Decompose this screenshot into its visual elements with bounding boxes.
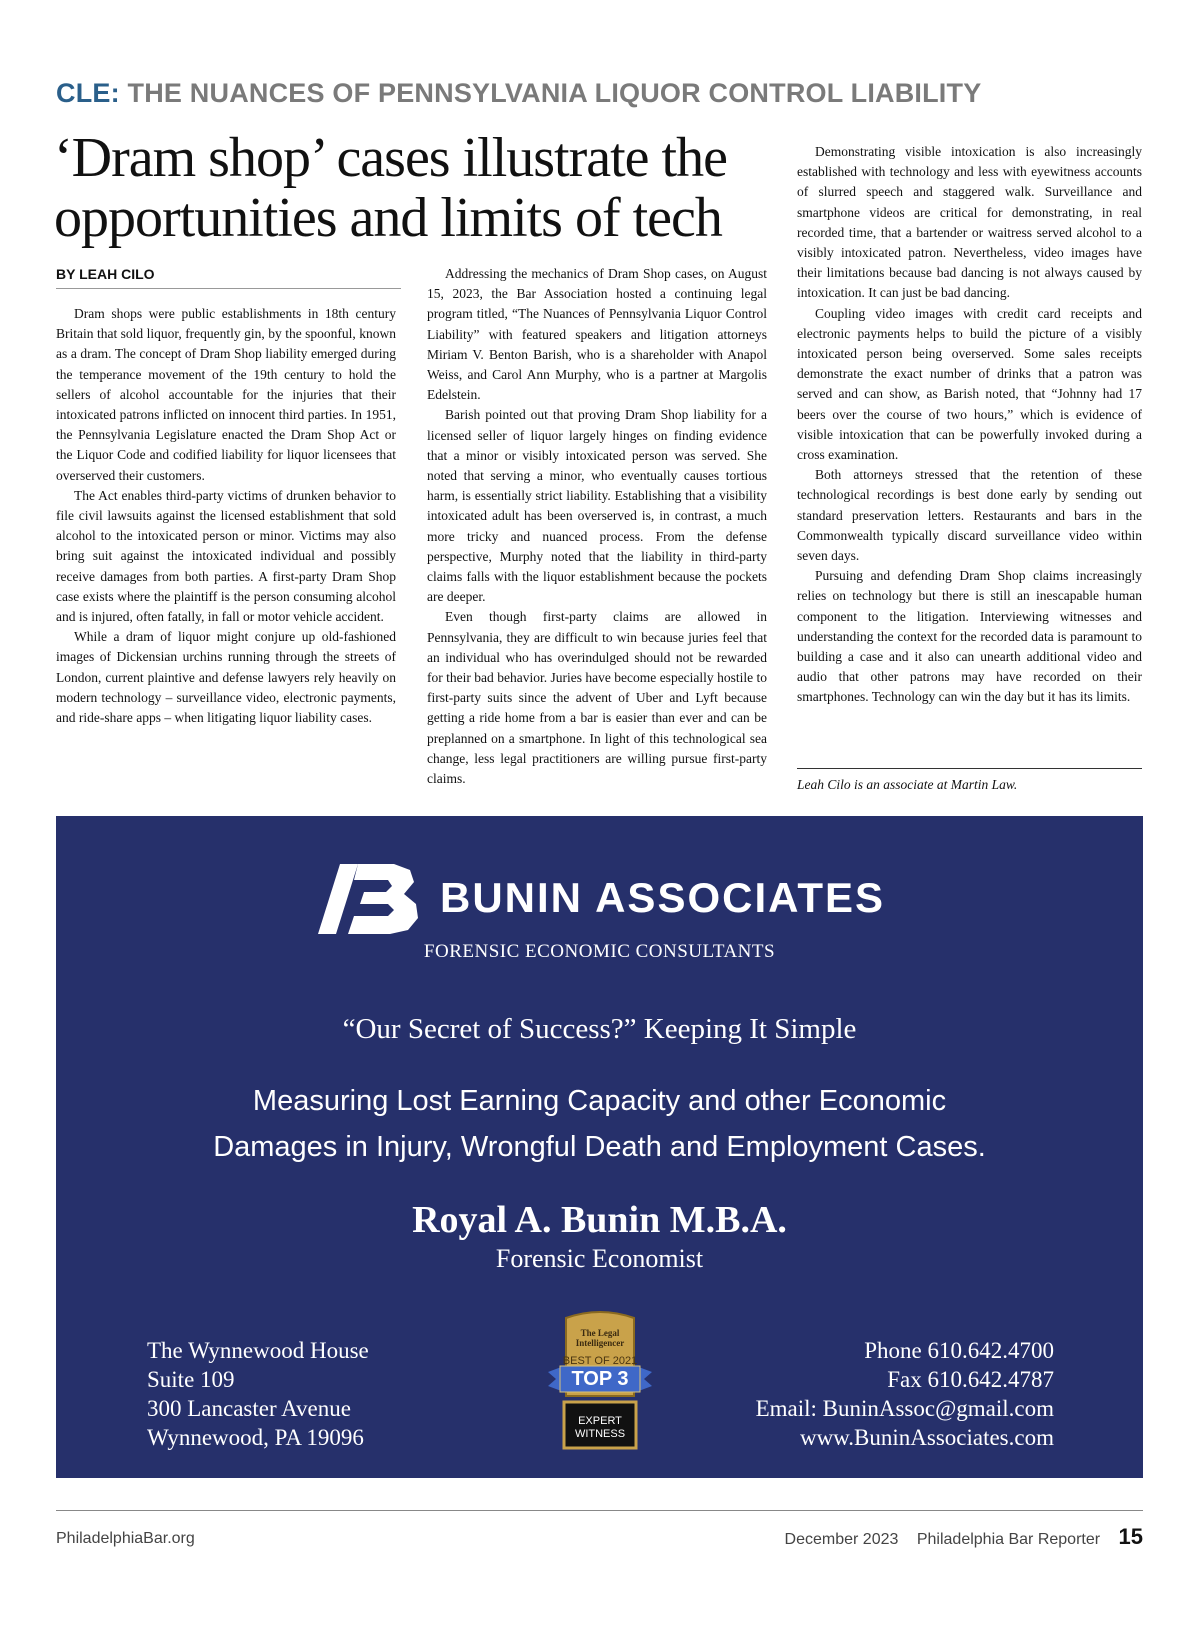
author-bio: Leah Cilo is an associate at Martin Law. xyxy=(797,768,1142,793)
badge-publication xyxy=(544,1328,656,1348)
page-number: 15 xyxy=(1118,1524,1143,1549)
address-line: The Wynnewood House xyxy=(147,1338,369,1363)
footer-website-link[interactable]: PhiladelphiaBar.org xyxy=(56,1530,195,1547)
footer-divider xyxy=(56,1510,1143,1511)
paragraph: While a dram of liquor might conjure up old-fashioned images of Dickensian urchins running through the streets of London, current plaintive and defense lawyers rely heavily on modern technology – surveillance video, electronic payments, and ride-share apps – when litigating liquor liability cases. xyxy=(56,629,396,726)
ad-subtitle: FORENSIC ECONOMIC CONSULTANTS xyxy=(423,941,776,962)
paragraph: Barish pointed out that proving Dram Shop liability for a licensed seller of liquor largely hinges on finding evidence that a minor or visibly intoxicated person was served. She noted that serving a minor, who eventually causes tortious harm, is essentially strict liability. Establishing that a visibility intoxicated adult has been overserved is, in contrast, a much more tricky and nuanced process. From the defense perspective, Murphy noted that the liability in third-party claims falls with the liquor establishment because the pockets are deeper. xyxy=(427,407,767,605)
paragraph: Dram shops were public establishments in 18th century Britain that sold liquor, frequently gin, by the spoonful, known as a dram. The concept of Dram Shop liability emerged during the temperance movement of the 19th century to hold the sellers of alcohol accountable for the injuries that their intoxicated patrons inflicted on innocent third parties. In 1951, the Pennsylvania Legislature enacted the Dram Shop Act or the Liquor Code and codified liability for liquor licensees that overserved their customers. xyxy=(56,306,396,483)
badge-publication-line-1: The Legal xyxy=(580,1328,620,1338)
bunin-associates-ad xyxy=(56,816,1143,1478)
kicker-topic: THE NUANCES OF PENNSYLVANIA LIQUOR CONTROL LIABILITY xyxy=(127,78,982,108)
ad-address xyxy=(147,1336,369,1452)
badge-category xyxy=(544,1415,656,1441)
address-line: Suite 109 xyxy=(147,1367,235,1392)
article-column-3 xyxy=(797,142,1142,708)
paragraph: Coupling video images with credit card receipts and electronic payments helps to build the picture of a visibly intoxicated person being overserved. Some sales receipts demonstrate the exact number of drinks that a patron was served and can show, as Barish noted, that “Johnny had 17 beers over the course of two hours,” which is evidence of visible intoxication that can be powerfully invoked during a cross examination. xyxy=(797,305,1142,463)
paragraph: The Act enables third-party victims of drunken behavior to file civil lawsuits against the licensed establishment that sold alcohol to the intoxicated person or minor. Victims may also bring suit against the intoxicated individual and possibly receive damages from both parties. A first-party Dram Shop case exists where the plaintiff is the person consuming alcohol and is injured, often fatally, in fall or motor vehicle accident. xyxy=(56,487,396,625)
badge-rank: TOP 3 xyxy=(571,1368,629,1390)
ad-website-link[interactable]: www.BuninAssociates.com xyxy=(799,1425,1054,1450)
address-line: Wynnewood, PA 19096 xyxy=(147,1425,364,1450)
article-column-1 xyxy=(56,304,396,728)
headline-line-1: ‘Dram shop’ cases illustrate the xyxy=(54,127,727,189)
ad-phone[interactable]: Phone 610.642.4700 xyxy=(864,1338,1054,1363)
section-kicker xyxy=(56,78,981,109)
ad-brand-name: BUNIN ASSOCIATES xyxy=(440,874,886,921)
ad-main-line-1: Measuring Lost Earning Capacity and other Economic xyxy=(252,1085,947,1117)
ad-logo xyxy=(318,864,886,944)
footer-info xyxy=(785,1524,1143,1550)
badge-best-of: BEST OF 2021 xyxy=(562,1355,638,1367)
badge-category-line-2: WITNESS xyxy=(574,1428,626,1440)
byline: BY LEAH CILO xyxy=(56,266,401,289)
headline-line-2: opportunities and limits of tech xyxy=(54,187,722,249)
ad-email-link[interactable]: Email: BuninAssoc@gmail.com xyxy=(755,1396,1054,1421)
article-headline xyxy=(54,128,774,248)
paragraph: Even though first-party claims are allowed in Pennsylvania, they are difficult to win because juries feel that an individual who has overindulged should not be rewarded for their bad behavior. Juries have become especially hostile to first-party suits since the advent of Uber and Lyft because getting a ride home from a bar is easier than ever and can be preplanned on a smartphone. In light of this technological sea change, less legal practitioners are willing pursue first-party claims. xyxy=(427,609,767,787)
paragraph: Both attorneys stressed that the retention of these technological recordings is best done early by sending out standard preservation letters. Restaurants and bars in the Commonwealth typically discard surveillance video within seven days. xyxy=(797,467,1142,564)
kicker-label: CLE: xyxy=(56,78,120,108)
paragraph: Pursuing and defending Dram Shop claims increasingly relies on technology but there is still an inescapable human component to the litigation. Interviewing witnesses and understanding the context for the recorded data is paramount to building a case and it also can unearth additional video and audio that other patrons may have recorded on their smartphones. Technology can win the day but it has its limits. xyxy=(797,568,1142,705)
ad-contact xyxy=(756,1336,1054,1452)
paragraph: Addressing the mechanics of Dram Shop cases, on August 15, 2023, the Bar Association hosted a continuing legal program titled, “The Nuances of Pennsylvania Liquor Control Liability” with featured speakers and litigation attorneys Miriam V. Benton Barish, who is a shareholder with Anapol Weiss, and Carol Ann Murphy, who is a partner at Margolis Edelstein. xyxy=(427,266,767,403)
paragraph: Demonstrating visible intoxication is also increasingly established with technology and less with eyewitness accounts of slurred speech and staggered walk. Surveillance and smartphone videos are critical for demonstrating, in real recorded time, that a bartender or waitress served alcohol to a visibly intoxicated patron. Nevertheless, video images have their limitations because bad dancing is not always caused by intoxication. It can just be bad dancing. xyxy=(797,144,1142,301)
best-of-badge xyxy=(544,1306,656,1456)
address-line: 300 Lancaster Avenue xyxy=(147,1396,351,1421)
ad-main-message xyxy=(56,1078,1143,1170)
ad-quote: “Our Secret of Success?” Keeping It Simple xyxy=(342,1013,857,1045)
ad-person-title: Forensic Economist xyxy=(495,1244,704,1273)
footer-publication: Philadelphia Bar Reporter xyxy=(916,1531,1101,1548)
badge-category-line-1: EXPERT xyxy=(578,1415,622,1427)
ab-logo-icon xyxy=(318,864,430,934)
article-column-2 xyxy=(427,264,767,789)
ad-fax: Fax 610.642.4787 xyxy=(887,1367,1054,1392)
badge-publication-line-2: Intelligencer xyxy=(575,1338,625,1348)
ad-main-line-2: Damages in Injury, Wrongful Death and Employment Cases. xyxy=(213,1131,986,1163)
ad-person-name: Royal A. Bunin M.B.A. xyxy=(412,1199,787,1241)
footer-date: December 2023 xyxy=(784,1531,899,1548)
